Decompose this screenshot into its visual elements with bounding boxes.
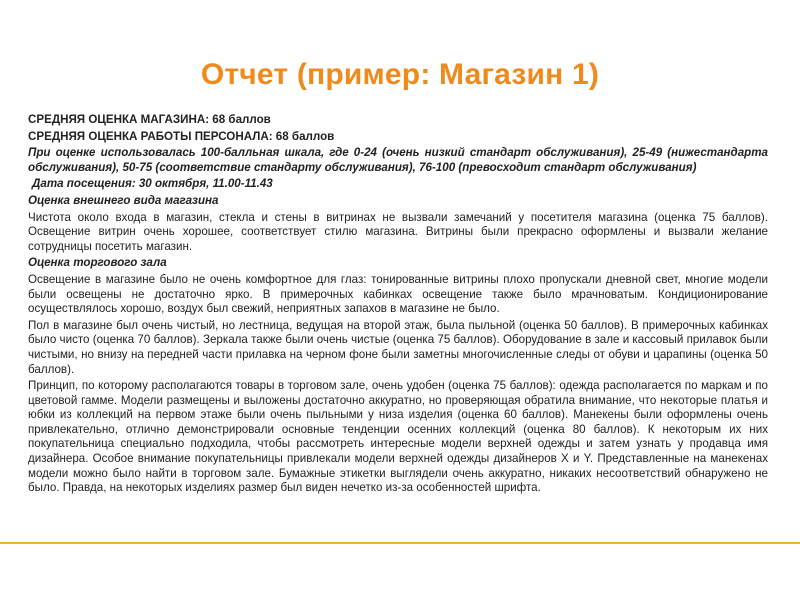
cleanliness-paragraph: Пол в магазине был очень чистый, но лестница, ведущая на второй этаж, была пыльной (оценка 50 баллов). В примерочных кабинках было чисто (оценка 70 баллов). Зеркала также были очень чистые (оценка 75 баллов). Оборудование в зале и кассовый прилавок были чистыми, но внизу на передней части прилавка на черном фоне были заметны многочисленные следы от обуви и царапины (оценка 50 баллов).: [28, 318, 768, 376]
exterior-paragraph: Чистота около входа в магазин, стекла и стены в витринах не вызвали замечаний у посетителя магазина (оценка 75 баллов). Освещение витрин очень хорошее, соответствует стилю магазина. Витрины были прекрасно оформлены и вызвали желание сотрудницы посетить магазин.: [28, 210, 768, 253]
footer-divider: [0, 542, 800, 544]
section-heading-sales-floor: Оценка торгового зала: [28, 256, 167, 270]
section-heading-exterior: Оценка внешнего вида магазина: [28, 193, 219, 207]
page-title: Отчет (пример: Магазин 1): [200, 58, 600, 91]
store-score: СРЕДНЯЯ ОЦЕНКА МАГАЗИНА: 68 баллов: [28, 113, 271, 126]
merchandising-paragraph: Принцип, по которому располагаются товары в торговом зале, очень удобен (оценка 75 баллов): одежда располагается по маркам и по цветовой гамме. Модели размещены и выложены достаточно аккуратно, но проверяющая обратила внимание, что некоторые платья и юбки из коллекций на первом этаже были очень пыльными у низа изделия (оценка 60 баллов). Манекены были оформлены очень привлекательно, отлично демонстрировали основные тенденции осенних коллекций (оценка 80 баллов). К некоторым их них покупательница специально подходила, чтобы рассмотреть интересные модели верхней одежды и затем узнать у продавца имя дизайнера. Особое внимание покупательницы привлекали модели верхней одежды дизайнеров X и Y. Представленные на манекенах модели можно было найти в торговом зале. Бумажные этикетки выглядели очень аккуратно, никаких несоответствий обнаружено не было. Правда, на некоторых изделиях размер был виден нечетко из-за особенностей шрифта.: [28, 379, 768, 495]
report-body: [28, 113, 768, 496]
scale-note: При оценке использовалась 100-балльная шкала, где 0-24 (очень низкий стандарт обслуживания), 25-49 (нижестандарта обслуживания), 50-75 (соответствие стандарту обслуживания), 76-100 (превосходит стандарт обслуживания): [28, 146, 768, 174]
staff-score: СРЕДНЯЯ ОЦЕНКА РАБОТЫ ПЕРСОНАЛА: 68 баллов: [28, 129, 335, 143]
visit-date: Дата посещения: 30 октября, 11.00-11.43: [32, 177, 273, 191]
lighting-paragraph: Освещение в магазине было не очень комфортное для глаз: тонированные витрины плохо пропускали дневной свет, многие модели были освещены не достаточно ярко. В примерочных кабинках освещение также было мрачноватым. Кондиционирование осуществлялось хорошо, воздух был свежий, неприятных запахов в магазине не было.: [28, 272, 768, 316]
